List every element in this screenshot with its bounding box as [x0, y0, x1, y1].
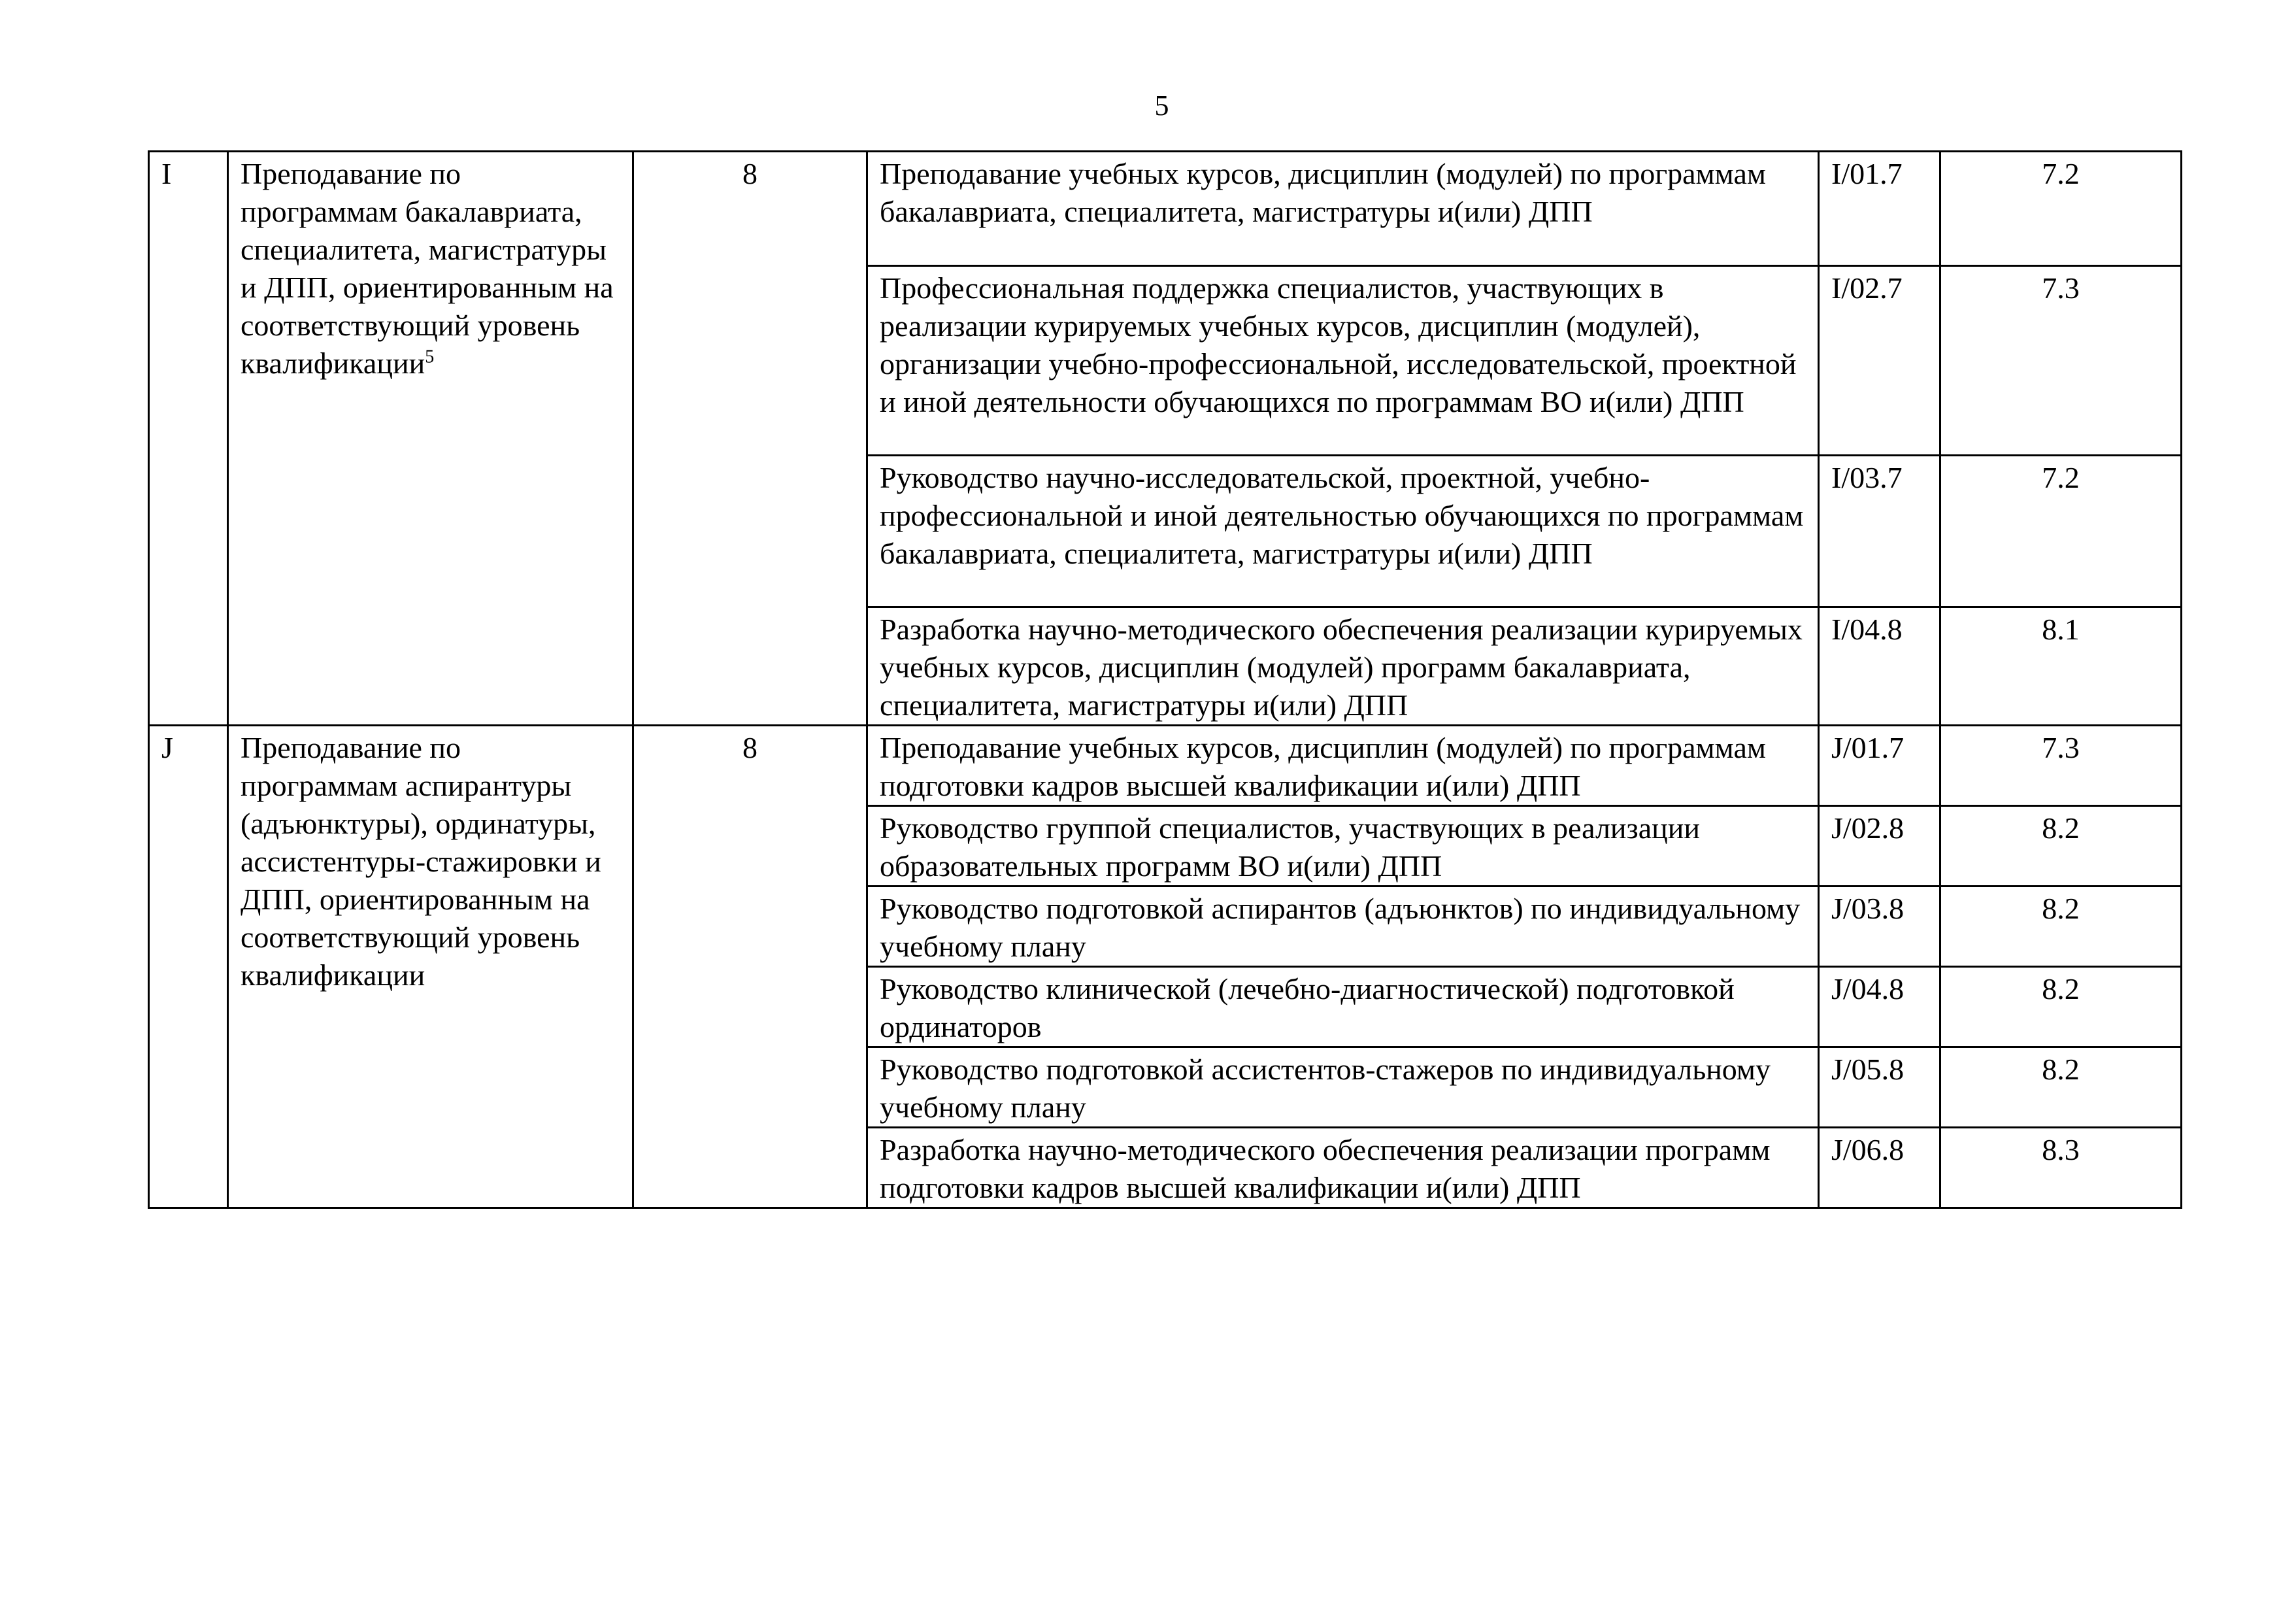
- function-sublevel: 8.2: [1940, 887, 2182, 967]
- function-name: Руководство научно-исследовательской, проектной, учебно-профессиональной и иной деятельностью обучающихся по программам бакалавриата, специалитета, магистратуры и(или) ДПП: [867, 456, 1819, 607]
- function-code: J/04.8: [1819, 967, 1940, 1047]
- function-name: Руководство подготовкой аспирантов (адъюнктов) по индивидуальному учебному плану: [867, 887, 1819, 967]
- function-sublevel: 7.3: [1940, 266, 2182, 456]
- function-sublevel: 8.3: [1940, 1128, 2182, 1208]
- function-sublevel: 7.3: [1940, 726, 2182, 806]
- function-name: Разработка научно-методического обеспечения реализации курируемых учебных курсов, дисциплин (модулей) программ бакалавриата, специалитета, магистратуры и(или) ДПП: [867, 607, 1819, 726]
- function-code: I/02.7: [1819, 266, 1940, 456]
- function-sublevel: 8.2: [1940, 806, 2182, 887]
- page-number: 5: [1154, 90, 1169, 122]
- function-code: J/05.8: [1819, 1047, 1940, 1128]
- footnote-mark: 5: [425, 346, 435, 367]
- function-sublevel: 8.2: [1940, 967, 2182, 1047]
- function-name: Руководство клинической (лечебно-диагностической) подготовкой ординаторов: [867, 967, 1819, 1047]
- function-code: J/01.7: [1819, 726, 1940, 806]
- function-name: Руководство подготовкой ассистентов-стажеров по индивидуальному учебному плану: [867, 1047, 1819, 1128]
- group-name: [228, 152, 633, 726]
- function-code: J/02.8: [1819, 806, 1940, 887]
- qualification-level: 8: [633, 152, 867, 726]
- function-name: Разработка научно-методического обеспечения реализации программ подготовки кадров высшей квалификации и(или) ДПП: [867, 1128, 1819, 1208]
- function-code: I/03.7: [1819, 456, 1940, 607]
- group-code: I: [149, 152, 228, 726]
- function-name: Руководство группой специалистов, участвующих в реализации образовательных программ ВО и(или) ДПП: [867, 806, 1819, 887]
- qualification-level: 8: [633, 726, 867, 1208]
- function-sublevel: 8.1: [1940, 607, 2182, 726]
- group-name: Преподавание по программам аспирантуры (адъюнктуры), ординатуры, ассистентуры-стажировки и ДПП, ориентированным на соответствующий уровень квалификации: [228, 726, 633, 1208]
- table-row: [149, 726, 2182, 806]
- function-name: Профессиональная поддержка специалистов, участвующих в реализации курируемых учебных курсов, дисциплин (модулей), организации учебно-профессиональной, исследовательской, проектной и иной деятельности обучающихся по программам ВО и(или) ДПП: [867, 266, 1819, 456]
- function-code: J/03.8: [1819, 887, 1940, 967]
- table-row: [149, 152, 2182, 266]
- function-sublevel: 8.2: [1940, 1047, 2182, 1128]
- group-code: J: [149, 726, 228, 1208]
- functions-table: [148, 150, 2182, 1209]
- function-code: I/01.7: [1819, 152, 1940, 266]
- function-code: J/06.8: [1819, 1128, 1940, 1208]
- function-name: Преподавание учебных курсов, дисциплин (модулей) по программам бакалавриата, специалитета, магистратуры и(или) ДПП: [867, 152, 1819, 266]
- function-sublevel: 7.2: [1940, 152, 2182, 266]
- function-name: Преподавание учебных курсов, дисциплин (модулей) по программам подготовки кадров высшей квалификации и(или) ДПП: [867, 726, 1819, 806]
- function-code: I/04.8: [1819, 607, 1940, 726]
- group-name-text: Преподавание по программам бакалавриата, специалитета, магистратуры и ДПП, ориентированным на соответствующий уровень квалификации: [241, 157, 614, 380]
- function-sublevel: 7.2: [1940, 456, 2182, 607]
